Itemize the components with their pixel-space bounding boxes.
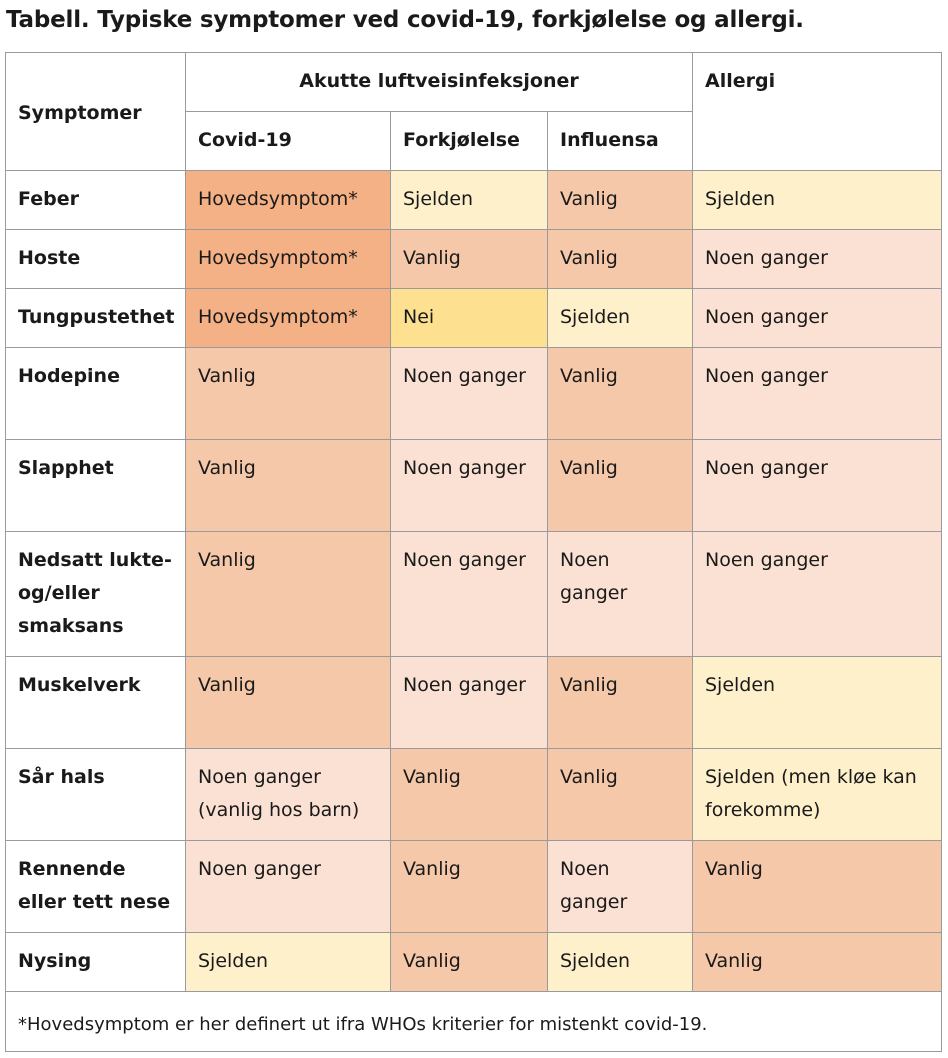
covid-cell: Noen ganger (vanlig hos barn)	[186, 749, 391, 841]
table-row	[6, 230, 942, 289]
cold-cell: Noen ganger	[391, 348, 548, 440]
allergy-cell: Noen ganger	[693, 440, 942, 532]
covid-cell: Vanlig	[186, 348, 391, 440]
table-row	[6, 749, 942, 841]
table-row	[6, 289, 942, 348]
flu-cell: Vanlig	[548, 230, 693, 289]
allergy-cell: Sjelden (men kløe kan forekomme)	[693, 749, 942, 841]
symptom-label: Muskelverk	[6, 657, 186, 749]
symptom-label: Nedsatt lukte- og/eller smaksans	[6, 532, 186, 657]
header-cold: Forkjølelse	[391, 112, 548, 171]
covid-cell: Vanlig	[186, 532, 391, 657]
flu-cell: Noen ganger	[548, 841, 693, 933]
symptom-label: Tungpustethet	[6, 289, 186, 348]
table-row	[6, 440, 942, 532]
allergy-cell: Vanlig	[693, 841, 942, 933]
cold-cell: Vanlig	[391, 841, 548, 933]
cold-cell: Noen ganger	[391, 532, 548, 657]
allergy-cell: Noen ganger	[693, 230, 942, 289]
symptom-label: Hoste	[6, 230, 186, 289]
cold-cell: Vanlig	[391, 230, 548, 289]
allergy-cell: Vanlig	[693, 933, 942, 992]
table-row	[6, 933, 942, 992]
covid-cell: Vanlig	[186, 440, 391, 532]
flu-cell: Vanlig	[548, 440, 693, 532]
covid-cell: Noen ganger	[186, 841, 391, 933]
flu-cell: Sjelden	[548, 933, 693, 992]
allergy-cell: Noen ganger	[693, 532, 942, 657]
cold-cell: Sjelden	[391, 171, 548, 230]
covid-cell: Hovedsymptom*	[186, 230, 391, 289]
cold-cell: Vanlig	[391, 933, 548, 992]
symptom-label: Hodepine	[6, 348, 186, 440]
cold-cell: Nei	[391, 289, 548, 348]
symptom-table	[5, 52, 942, 1052]
header-flu: Influensa	[548, 112, 693, 171]
header-covid: Covid-19	[186, 112, 391, 171]
covid-cell: Sjelden	[186, 933, 391, 992]
covid-cell: Vanlig	[186, 657, 391, 749]
table-row	[6, 532, 942, 657]
allergy-cell: Noen ganger	[693, 289, 942, 348]
footnote: *Hovedsymptom er her definert ut ifra WHOs kriterier for mistenkt covid-19.	[6, 992, 942, 1052]
flu-cell: Vanlig	[548, 171, 693, 230]
header-allergy: Allergi	[693, 53, 942, 171]
flu-cell: Vanlig	[548, 657, 693, 749]
flu-cell: Noen ganger	[548, 532, 693, 657]
symptom-label: Sår hals	[6, 749, 186, 841]
symptom-label: Feber	[6, 171, 186, 230]
table-row	[6, 841, 942, 933]
symptom-label: Slapphet	[6, 440, 186, 532]
cold-cell: Noen ganger	[391, 657, 548, 749]
table-row	[6, 348, 942, 440]
symptom-label: Nysing	[6, 933, 186, 992]
table-row	[6, 657, 942, 749]
table-title: Tabell. Typiske symptomer ved covid-19, forkjølelse og allergi.	[6, 7, 804, 33]
symptom-label: Rennende eller tett nese	[6, 841, 186, 933]
allergy-cell: Sjelden	[693, 657, 942, 749]
allergy-cell: Sjelden	[693, 171, 942, 230]
cold-cell: Vanlig	[391, 749, 548, 841]
covid-cell: Hovedsymptom*	[186, 171, 391, 230]
flu-cell: Vanlig	[548, 749, 693, 841]
allergy-cell: Noen ganger	[693, 348, 942, 440]
header-group-acute-respiratory: Akutte luftveisinfeksjoner	[186, 53, 693, 112]
covid-cell: Hovedsymptom*	[186, 289, 391, 348]
table-row	[6, 171, 942, 230]
flu-cell: Vanlig	[548, 348, 693, 440]
flu-cell: Sjelden	[548, 289, 693, 348]
header-symptoms: Symptomer	[6, 53, 186, 171]
cold-cell: Noen ganger	[391, 440, 548, 532]
